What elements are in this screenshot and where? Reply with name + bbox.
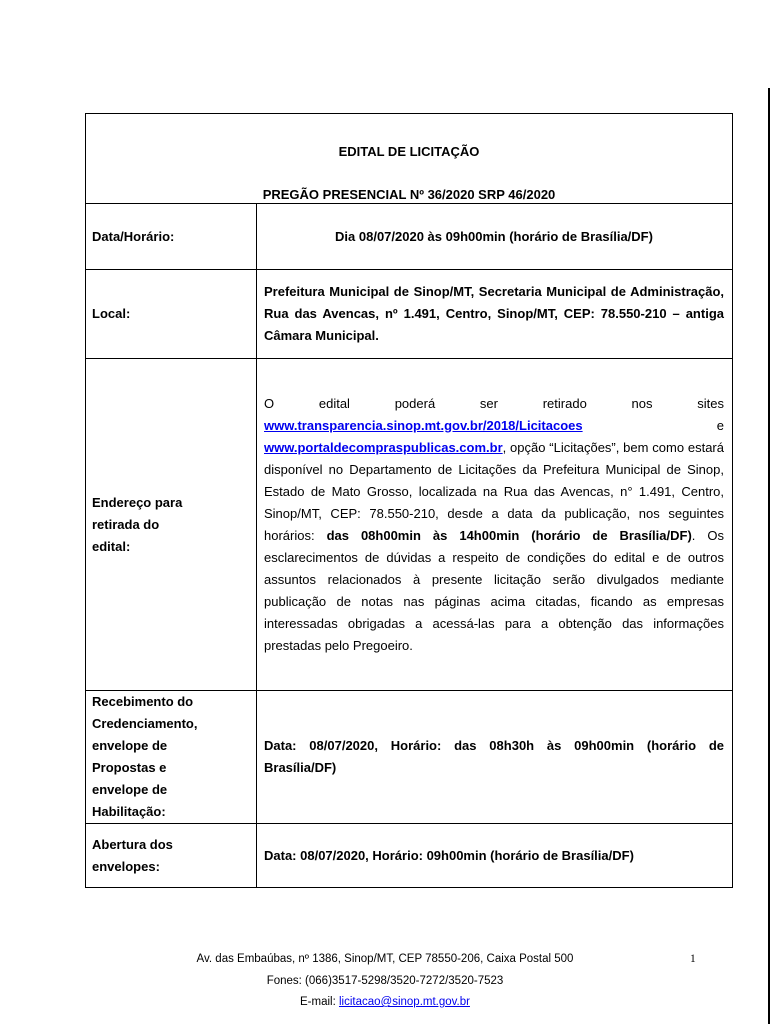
endereco-and: e — [716, 417, 724, 433]
label-recebimento-line1: Recebimento do — [92, 694, 194, 709]
label-local: Local: — [86, 270, 257, 359]
endereco-body — [264, 437, 724, 657]
value-abertura: Data: 08/07/2020, Horário: 09h00min (horário de Brasília/DF) — [257, 824, 733, 888]
label-recebimento-line2: Credenciamento, — [92, 716, 198, 731]
footer-address: Av. das Embaúbas, nº 1386, Sinop/MT, CEP 78550-206, Caixa Postal 500 — [196, 953, 574, 965]
endereco-link1-line — [264, 415, 724, 437]
footer-email-label: E-mail: — [300, 996, 339, 1008]
row-data-horario — [86, 204, 733, 270]
label-endereco-line3: edital: — [92, 538, 131, 554]
endereco-intro: O edital poderá ser retirado nos sites — [264, 395, 724, 411]
label-recebimento-line3: envelope de — [92, 738, 168, 753]
footer-phones: Fones: (066)3517-5298/3520-7272/3520-7523 — [266, 975, 504, 987]
edital-table — [85, 113, 733, 888]
endereco-text2: . Os esclarecimentos de dúvidas a respeito de condições do edital e de outros assuntos relacionados à presente licitação serão divulgados mediante publicação de notas nas páginas acima citadas, ficando as empresas interessadas obrigadas a acessá-las para a obtenção das informações prestadas pelo Pregoeiro. — [264, 527, 724, 653]
value-recebimento: Data: 08/07/2020, Horário: das 08h30h às 09h00min (horário de Brasília/DF) — [257, 691, 733, 824]
row-recebimento — [86, 691, 733, 824]
label-endereco-line2: retirada do — [92, 516, 160, 532]
label-endereco-line1: Endereço para — [92, 494, 183, 510]
portal-compras-link[interactable]: www.portaldecompraspublicas.com.br — [264, 439, 503, 455]
row-endereco — [86, 359, 733, 691]
footer-email-link[interactable]: licitacao@sinop.mt.gov.br — [338, 996, 470, 1008]
label-endereco — [86, 359, 257, 691]
endereco-text1: , opção “Licitações”, bem como estará disponível no Departamento de Licitações da Prefeitura Municipal de Sinop, Estado de Mato Grosso, localizada na Rua das Avencas, n° 1.491, Centro, Sinop/MT, CEP: 78.550-210, desde a data da publicação, nos seguintes horários: — [264, 439, 724, 543]
label-abertura — [86, 824, 257, 888]
transparencia-link[interactable]: www.transparencia.sinop.mt.gov.br/2018/Licitacoes — [264, 417, 583, 433]
label-recebimento — [86, 691, 257, 824]
row-abertura — [86, 824, 733, 888]
label-recebimento-line5: envelope de — [92, 782, 168, 797]
pregao-number: PREGÃO PRESENCIAL Nº 36/2020 SRP 46/2020 — [262, 187, 556, 202]
label-recebimento-line4: Propostas e — [92, 760, 167, 775]
value-data-horario: Dia 08/07/2020 às 09h00min (horário de Brasília/DF) — [257, 204, 733, 270]
label-abertura-line1: Abertura dos — [92, 836, 173, 852]
footer-email-line — [0, 996, 770, 1008]
value-endereco — [257, 359, 733, 691]
page-number: 1 — [690, 953, 696, 965]
endereco-hours: das 08h00min às 14h00min (horário de Brasília/DF) — [326, 527, 692, 543]
edital-title: EDITAL DE LICITAÇÃO — [338, 144, 480, 159]
row-local — [86, 270, 733, 359]
value-local: Prefeitura Municipal de Sinop/MT, Secretaria Municipal de Administração, Rua das Avencas, nº 1.491, Centro, Sinop/MT, CEP: 78.550-210 – antiga Câmara Municipal. — [257, 270, 733, 359]
table-header — [86, 114, 733, 204]
label-data-horario: Data/Horário: — [86, 204, 257, 270]
label-recebimento-line6: Habilitação: — [92, 804, 166, 819]
label-abertura-line2: envelopes: — [92, 858, 160, 874]
